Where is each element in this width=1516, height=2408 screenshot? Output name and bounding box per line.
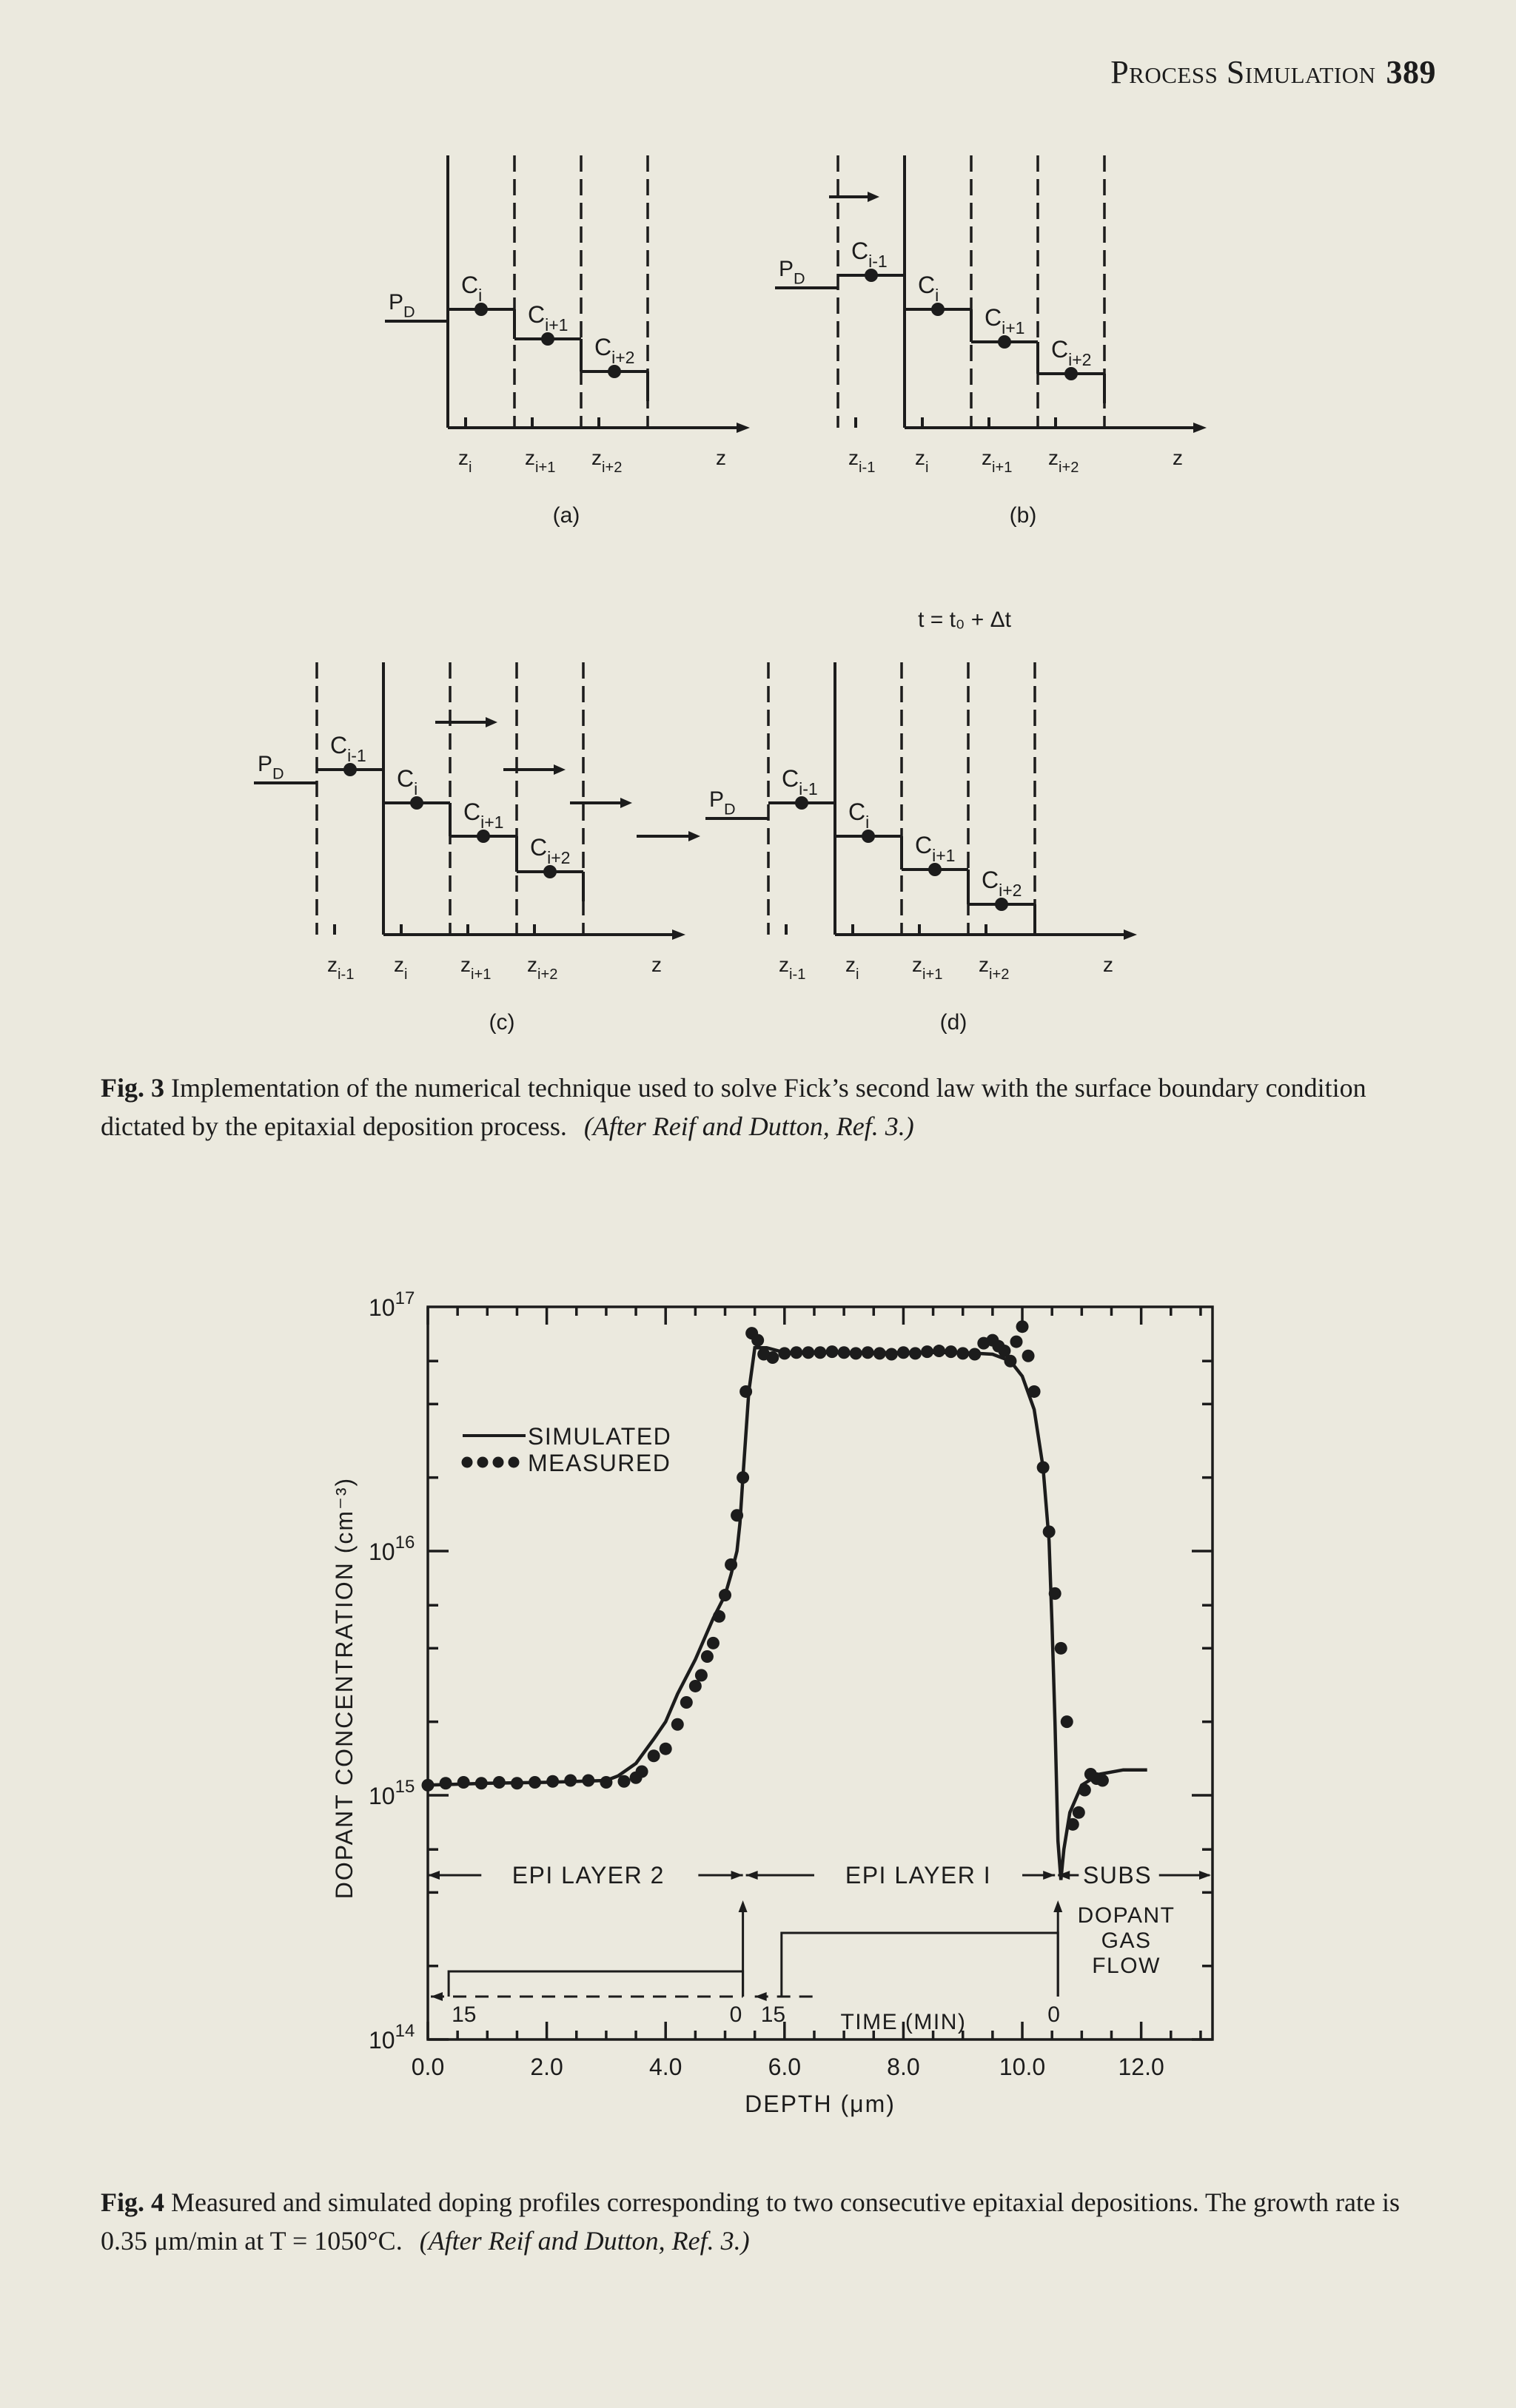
- measured-point: [475, 1777, 488, 1789]
- region-arrowhead: [731, 1871, 743, 1880]
- time-tick-label: 0: [729, 2002, 742, 2027]
- pd-label: $P_D$: [779, 257, 805, 288]
- concentration-label: $C_{i-1}$: [782, 765, 818, 799]
- concentration-label: $C_{i-1}$: [330, 732, 366, 766]
- measured-point: [956, 1347, 969, 1359]
- z-tick-label: $z_i$: [915, 446, 929, 476]
- y-axis-label: DOPANT CONCENTRATION (cm⁻³): [331, 1476, 358, 1900]
- flux-arrowhead: [688, 831, 700, 841]
- measured-point: [1079, 1784, 1091, 1797]
- x-tick-label: 12.0: [1118, 2054, 1164, 2080]
- measured-point: [564, 1774, 577, 1786]
- measured-point: [422, 1779, 435, 1792]
- measured-point: [737, 1471, 749, 1484]
- measured-point: [582, 1774, 594, 1786]
- panel-d: [705, 608, 1137, 1035]
- flux-arrowhead: [620, 798, 632, 808]
- page-number: 389: [1386, 54, 1436, 90]
- y-tick-label: $10^{15}$: [369, 1777, 415, 1809]
- measured-point: [1061, 1715, 1073, 1728]
- measured-point: [546, 1775, 559, 1788]
- concentration-label: $C_{i+1}$: [985, 304, 1025, 338]
- figure-3-caption: [101, 1069, 1440, 1146]
- measured-point: [814, 1346, 827, 1359]
- measured-point: [790, 1346, 802, 1359]
- figure-3-caption-source: (After Reif and Dutton, Ref. 3.): [583, 1111, 914, 1141]
- measured-point: [1096, 1774, 1109, 1786]
- region-label: EPI LAYER 2: [512, 1862, 665, 1889]
- panel-label: (b): [1009, 503, 1037, 528]
- concentration-label: $C_i$: [918, 272, 939, 306]
- legend-dot-swatch: [493, 1457, 504, 1468]
- measured-point: [707, 1637, 720, 1649]
- measured-point: [826, 1345, 839, 1358]
- measured-point: [1004, 1355, 1016, 1368]
- gas-flow-label: GAS: [1101, 1928, 1152, 1953]
- figure-3-schematic: [0, 0, 1516, 1051]
- x-axis-label: DEPTH (μm): [745, 2091, 896, 2117]
- figure-4-label: Fig. 4: [101, 2187, 164, 2217]
- panel-label: (d): [939, 1010, 967, 1035]
- measured-point: [897, 1346, 910, 1359]
- x-tick-label: 2.0: [530, 2054, 563, 2080]
- y-tick-label: $10^{14}$: [369, 2021, 415, 2054]
- measured-point: [719, 1589, 731, 1601]
- region-arrowhead: [746, 1871, 758, 1880]
- concentration-label: $C_i$: [461, 272, 483, 306]
- measured-point: [660, 1743, 672, 1755]
- region-arrowhead: [1199, 1871, 1211, 1880]
- time-arrowhead: [755, 1992, 767, 2001]
- concentration-label: $C_{i+1}$: [528, 301, 568, 335]
- z-tick-label: $z_{i+1}$: [525, 446, 556, 476]
- measured-point: [1067, 1818, 1079, 1831]
- z-tick-label: $z_i$: [394, 953, 408, 983]
- measured-point: [1037, 1462, 1050, 1474]
- z-tick-label: $z_{i+2}$: [527, 953, 558, 983]
- x-tick-label: 4.0: [648, 2054, 682, 2080]
- measured-point: [689, 1680, 702, 1692]
- measured-point: [1022, 1350, 1035, 1362]
- measured-point: [778, 1347, 791, 1359]
- concentration-label: $C_{i+1}$: [915, 832, 956, 866]
- measured-point: [457, 1776, 470, 1789]
- gas-flow-step: [449, 1971, 743, 1997]
- measured-point: [838, 1346, 851, 1359]
- measured-point: [731, 1509, 743, 1521]
- measured-point: [600, 1776, 612, 1789]
- legend-simulated-label: SIMULATED: [528, 1423, 672, 1450]
- figure-4-caption-text: Measured and simulated doping profiles corresponding to two consecutive epitaxial depositions. The growth rate is 0.35 μm/min at T = 1050°C.: [101, 2187, 1400, 2256]
- measured-point: [1028, 1385, 1041, 1398]
- measured-point: [618, 1775, 631, 1788]
- region-arrowhead: [428, 1871, 440, 1880]
- z-tick-label: $z_{i-1}$: [779, 953, 806, 983]
- concentration-label: $C_{i+1}$: [463, 798, 504, 833]
- measured-point: [1016, 1320, 1029, 1333]
- panel-label: (a): [552, 503, 580, 528]
- gas-flow-marker-head: [1053, 1900, 1062, 1912]
- measured-point: [648, 1749, 660, 1762]
- z-tick-label: $z_{i+2}$: [591, 446, 623, 476]
- time-tick-label: 15: [452, 2002, 477, 2027]
- legend-dot-swatch: [509, 1457, 520, 1468]
- measured-point: [695, 1669, 708, 1681]
- z-tick-label: $z_{i+1}$: [982, 446, 1013, 476]
- x-tick-label: 10.0: [999, 2054, 1046, 2080]
- z-axis-arrowhead: [737, 423, 750, 433]
- legend-dot-swatch: [477, 1457, 489, 1468]
- x-tick-label: 8.0: [887, 2054, 920, 2080]
- measured-point: [862, 1346, 874, 1359]
- measured-point: [909, 1347, 922, 1359]
- concentration-label: $C_{i+2}$: [530, 834, 571, 868]
- z-axis-arrowhead: [1193, 423, 1207, 433]
- pd-label: $P_D$: [258, 752, 284, 783]
- concentration-label: $C_{i+2}$: [1051, 336, 1092, 370]
- figure-3-label: Fig. 3: [101, 1073, 164, 1103]
- z-tick-label: z: [716, 446, 726, 469]
- y-tick-label: $10^{16}$: [369, 1533, 415, 1565]
- z-tick-label: $z_{i-1}$: [327, 953, 355, 983]
- concentration-label: $C_{i-1}$: [851, 238, 888, 272]
- figure-4-caption: [101, 2183, 1440, 2260]
- plot-frame: [428, 1307, 1213, 2039]
- measured-point: [701, 1650, 714, 1663]
- gas-flow-label: DOPANT: [1077, 1903, 1175, 1928]
- z-tick-label: z: [1173, 446, 1183, 469]
- x-tick-label: 0.0: [411, 2054, 445, 2080]
- measured-point: [1049, 1587, 1061, 1600]
- measured-point: [1043, 1525, 1056, 1538]
- y-tick-label: $10^{17}$: [369, 1288, 415, 1321]
- z-tick-label: $z_{i+2}$: [979, 953, 1010, 983]
- concentration-label: $C_{i+2}$: [594, 334, 635, 368]
- x-tick-label: 6.0: [768, 2054, 802, 2080]
- z-tick-label: $z_{i+1}$: [460, 953, 492, 983]
- measured-point: [671, 1718, 684, 1731]
- flux-arrowhead: [868, 192, 879, 202]
- pd-label: $P_D$: [709, 787, 736, 818]
- time-label: t = t₀ + Δt: [918, 608, 1011, 632]
- measured-point: [885, 1348, 898, 1360]
- measured-point: [945, 1345, 957, 1358]
- measured-point: [739, 1385, 752, 1398]
- figure-3-caption-text: Implementation of the numerical technique used to solve Fick’s second law with the surface boundary condition dictated by the epitaxial deposition process.: [101, 1073, 1366, 1141]
- z-tick-label: $z_{i+1}$: [912, 953, 943, 983]
- figure-4-caption-source: (After Reif and Dutton, Ref. 3.): [419, 2226, 750, 2256]
- gas-flow-step: [782, 1933, 1058, 1997]
- panel-a: [385, 155, 750, 528]
- z-tick-label: $z_i$: [845, 953, 859, 983]
- measured-point: [933, 1345, 945, 1357]
- figure-4-chart: [0, 1258, 1516, 2176]
- z-tick-label: $z_{i-1}$: [848, 446, 876, 476]
- concentration-label: $C_i$: [397, 765, 418, 799]
- z-tick-label: z: [651, 953, 662, 976]
- pd-label: $P_D$: [389, 290, 415, 321]
- z-tick-label: z: [1103, 953, 1113, 976]
- legend-dot-swatch: [462, 1457, 473, 1468]
- z-tick-label: $z_i$: [458, 446, 472, 476]
- measured-point: [713, 1610, 725, 1623]
- header-title: Process Simulation: [1110, 54, 1376, 90]
- region-label: EPI LAYER I: [845, 1862, 992, 1889]
- measured-point: [529, 1776, 541, 1789]
- measured-point: [440, 1777, 452, 1789]
- z-axis-arrowhead: [672, 929, 685, 940]
- concentration-label: $C_i$: [848, 798, 870, 833]
- measured-point: [725, 1558, 737, 1571]
- measured-point: [850, 1347, 862, 1359]
- measured-point: [968, 1348, 981, 1360]
- z-tick-label: $z_{i+2}$: [1048, 446, 1079, 476]
- region-arrowhead: [1043, 1871, 1055, 1880]
- measured-point: [1010, 1336, 1023, 1348]
- measured-point: [766, 1351, 779, 1364]
- gas-flow-marker-head: [739, 1900, 748, 1912]
- measured-point: [1073, 1806, 1085, 1819]
- time-tick-label: 0: [1047, 2002, 1060, 2027]
- time-tick-label: 15: [760, 2002, 786, 2027]
- region-label: SUBS: [1082, 1862, 1153, 1889]
- time-axis-label: TIME (MIN): [840, 2010, 967, 2034]
- flux-arrowhead: [554, 764, 566, 775]
- measured-point: [636, 1766, 648, 1778]
- panel-c: [254, 662, 700, 1035]
- measured-point: [680, 1696, 693, 1709]
- measured-point: [493, 1776, 506, 1789]
- z-axis-arrowhead: [1124, 929, 1137, 940]
- measured-point: [1055, 1642, 1067, 1655]
- measured-point: [921, 1345, 933, 1358]
- panel-label: (c): [489, 1010, 515, 1035]
- time-arrowhead: [431, 1992, 443, 2001]
- panel-b: [775, 155, 1207, 528]
- gas-flow-label: FLOW: [1092, 1954, 1161, 1978]
- measured-point: [751, 1334, 764, 1347]
- measured-point: [511, 1777, 523, 1789]
- concentration-label: $C_{i+2}$: [982, 867, 1022, 901]
- measured-point: [873, 1347, 886, 1359]
- measured-point: [802, 1346, 814, 1359]
- flux-arrowhead: [486, 717, 497, 727]
- legend-measured-label: MEASURED: [528, 1450, 671, 1476]
